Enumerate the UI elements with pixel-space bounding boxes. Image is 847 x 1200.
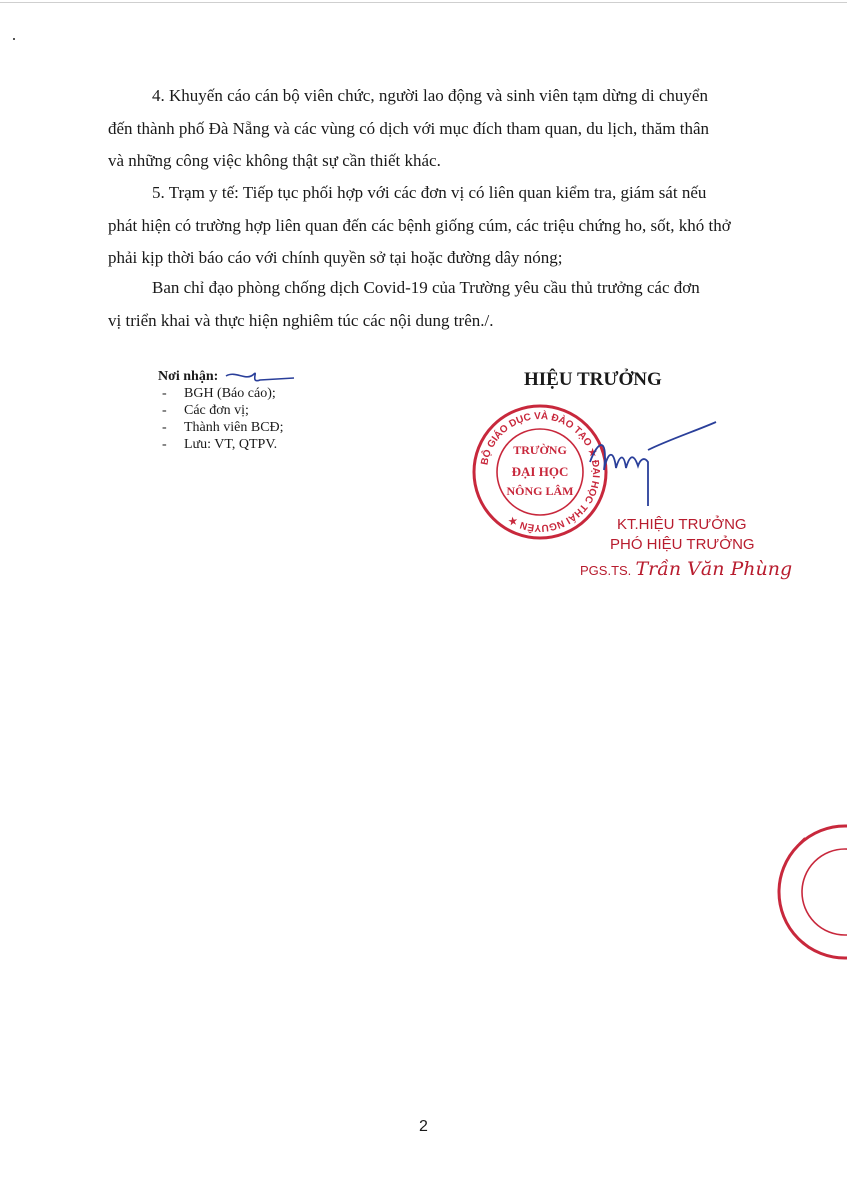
recipients-list <box>158 385 284 453</box>
partial-seal-icon <box>737 818 847 968</box>
paragraph-closing <box>108 272 773 337</box>
scan-speck <box>13 38 15 40</box>
handwritten-signature-icon <box>578 410 718 510</box>
recipients-heading: Nơi nhận: <box>158 369 219 384</box>
page-number: 2 <box>419 1118 428 1135</box>
paragraph-item-5 <box>108 177 773 275</box>
signer-name: Trần Văn Phùng <box>635 558 793 580</box>
recipient-item: - Thành viên BCĐ; <box>158 419 284 436</box>
text-line: Ban chỉ đạo phòng chống dịch Covid-19 của Trường yêu cầu thủ trưởng các đơn <box>152 278 700 297</box>
recipient-item: - Các đơn vị; <box>158 402 284 419</box>
paragraph-item-4 <box>108 80 773 178</box>
recipient-item: - Lưu: VT, QTPV. <box>158 436 284 453</box>
text-line: phải kịp thời báo cáo với chính quyền sở tại hoặc đường dây nóng; <box>108 248 563 267</box>
seal-inner-line: NÔNG LÂM <box>506 484 574 498</box>
text-line: 4. Khuyến cáo cán bộ viên chức, người lao động và sinh viên tạm dừng di chuyển <box>152 86 708 105</box>
deputy-label: KT.HIỆU TRƯỞNG <box>617 516 747 533</box>
signature-title: HIỆU TRƯỞNG <box>524 369 662 390</box>
position-label: PHÓ HIỆU TRƯỞNG <box>610 536 755 553</box>
signer-degree: PGS.TS. <box>580 563 632 578</box>
recipient-item: - BGH (Báo cáo); <box>158 385 284 402</box>
text-line: phát hiện có trường hợp liên quan đến các bệnh giống cúm, các triệu chứng ho, sốt, khó thở <box>108 215 731 235</box>
signer-line <box>580 560 792 580</box>
text-line: vị triển khai và thực hiện nghiêm túc các nội dung trên./. <box>108 310 494 330</box>
text-line: 5. Trạm y tế: Tiếp tục phối hợp với các đơn vị có liên quan kiểm tra, giám sát nếu <box>152 183 707 202</box>
text-line: và những công việc không thật sự cần thiết khác. <box>108 151 441 170</box>
seal-outer-text: BỘ GIÁO DỤC VÀ ĐÀO TẠO ★ ĐẠI HỌC THÁI NGUYÊN ★ <box>479 410 602 534</box>
text-line: đến thành phố Đà Nẵng và các vùng có dịch với mục đích tham quan, du lịch, thăm thân <box>108 118 709 138</box>
seal-inner-line: ĐẠI HỌC <box>511 464 569 479</box>
seal-inner-line: TRƯỜNG <box>513 443 567 457</box>
initial-scribble-icon <box>224 368 296 388</box>
scan-edge-line <box>0 2 847 3</box>
